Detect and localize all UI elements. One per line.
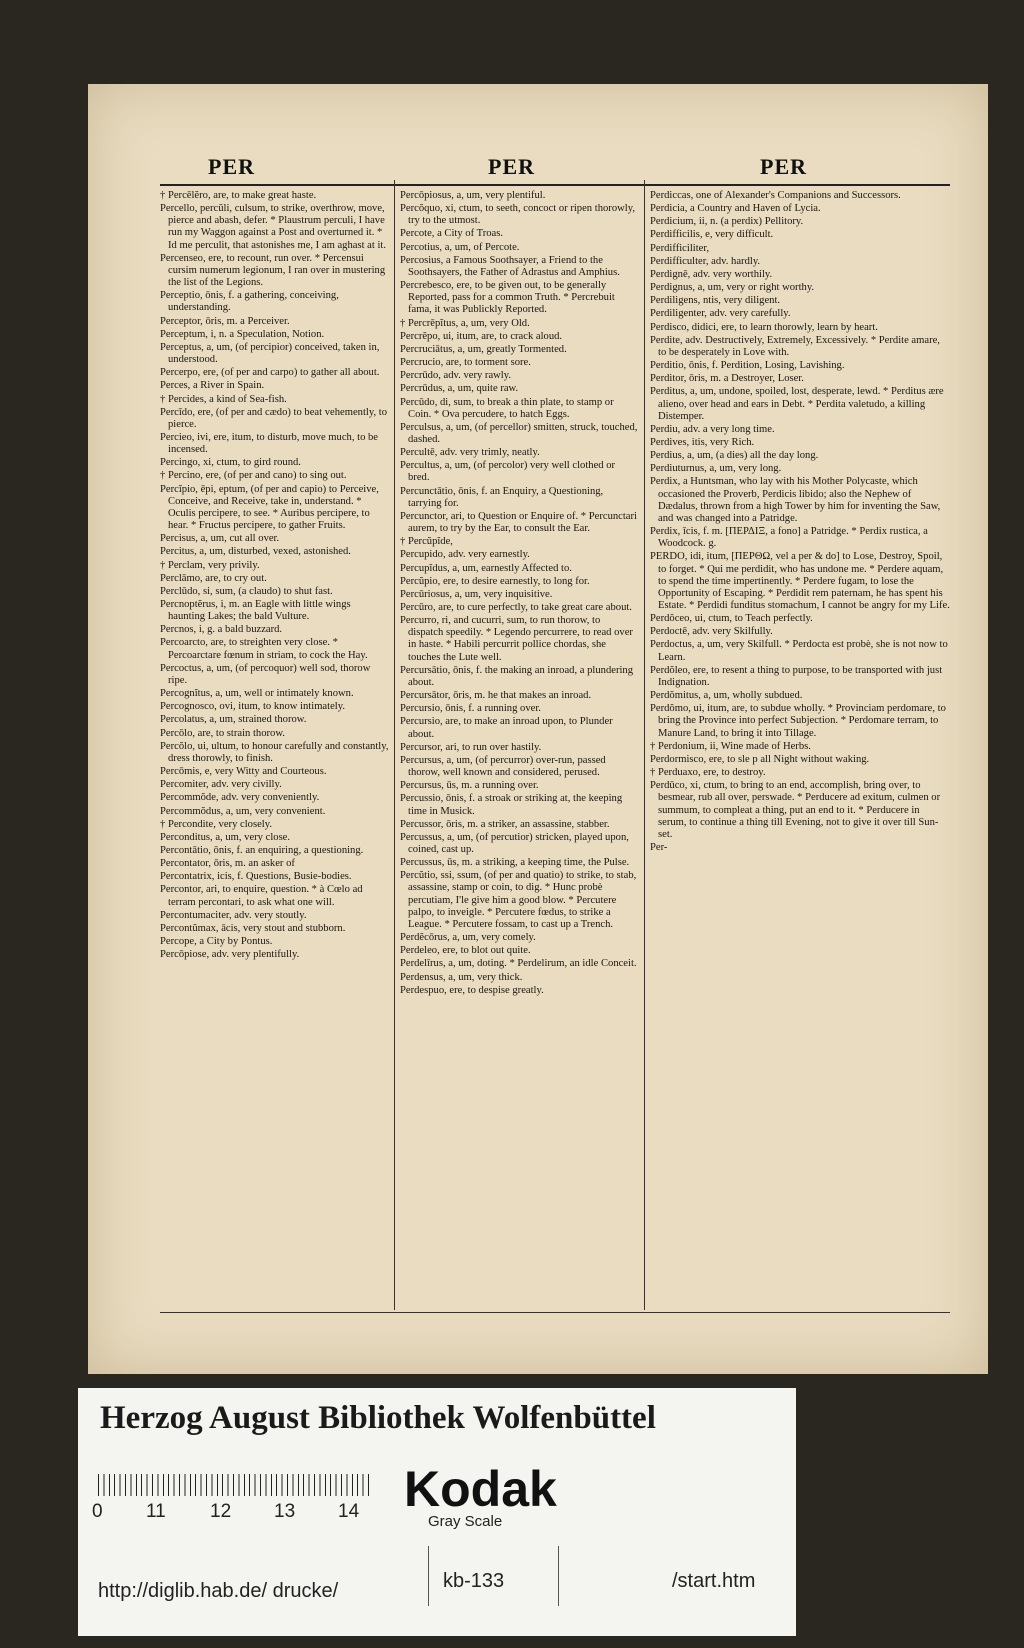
- footer-rule: [160, 1312, 950, 1313]
- dictionary-entry: Percōlo, are, to strain thorow.: [160, 727, 285, 739]
- dictionary-entry: Percursio, ōnis, f. a running over.: [400, 703, 541, 715]
- dictionary-entry: Perceptum, i, n. a Speculation, Notion.: [160, 328, 325, 340]
- library-target-card: [78, 1388, 796, 1636]
- dictionary-entry: Perdix, a Huntsman, who lay with his Mother Polycaste, which occasioned the Proverb, Perdicis libido; also the Nephew of Dædalus, thrown from a high Tower by him for inventing the Saw, and was changed into a Patridge.: [650, 476, 941, 524]
- dictionary-entry: Perdives, itis, very Rich.: [650, 436, 755, 448]
- dictionary-entry: Percommŏde, adv. very conveniently.: [160, 792, 320, 804]
- dictionary-entry: † Percino, ere, (of per and cano) to sing out.: [160, 470, 347, 482]
- dictionary-entry: Perclāmo, are, to cry out.: [160, 572, 267, 584]
- dictionary-entry: Percisus, a, um, cut all over.: [160, 533, 280, 545]
- dictionary-entry: Percursus, a, um, (of percurror) over-run, passed thorow, well known and considered, perused.: [400, 754, 606, 779]
- dictionary-entry: Percognĭtus, a, um, well or intimately known.: [160, 688, 354, 700]
- dictionary-entry: Perculsus, a, um, (of percellor) smitten, struck, touched, dashed.: [400, 421, 638, 445]
- dictionary-entry: Perdespuo, ere, to despise greatly.: [400, 984, 544, 996]
- dictionary-entry: Percitus, a, um, disturbed, vexed, astonished.: [160, 546, 351, 558]
- dictionary-entry: Percursio, are, to make an inroad upon, to Plunder about.: [400, 716, 613, 740]
- dictionary-entry: Percultē, adv. very trimly, neatly.: [400, 447, 540, 459]
- dictionary-entry: Percĭpio, ēpi, eptum, (of per and capio) to Perceive, Conceive, and Receive, take in, understand. * Oculis percipere, to see. * Auribus percipere, to hear. * Fructus percipere, to gather Fruits.: [160, 483, 379, 532]
- dictionary-entry: Perdoctus, a, um, very Skilfull. * Perdocta est probè, she is not now to Learn.: [650, 639, 948, 663]
- dictionary-entry: Percŏlo, ui, ultum, to honour carefully and constantly, dress thorowly, to finish.: [160, 740, 389, 764]
- dictionary-column-1: [160, 190, 390, 1310]
- dictionary-entry: Percussus, a, um, (of percutior) stricken, played upon, coined, cast up.: [400, 831, 629, 855]
- start-link: /start.htm: [672, 1570, 756, 1592]
- dictionary-entry: Perdite, adv. Destructively, Extremely, Excessively. * Perdite amare, to be desperately in Love with.: [650, 334, 940, 358]
- ruler-label: 14: [338, 1501, 360, 1522]
- kodak-logo: Kodak: [404, 1461, 557, 1517]
- dictionary-entry: † Perdonium, ii, Wine made of Herbs.: [650, 740, 811, 752]
- dictionary-entry: Percello, percŭli, culsum, to strike, overthrow, move, pierce and abash, defer. * Plaustrum perculi, I have run my Waggon against a Post and overturned it. * Id me perculit, that astonishes me, I am aghast at it.: [160, 203, 386, 251]
- dictionary-entry: Percursus, ūs, m. a running over.: [400, 780, 539, 792]
- dictionary-entry: Percūdo, di, sum, to break a thin plate, to stamp or Coin. * Ova percudere, to hatch Eggs.: [400, 396, 614, 420]
- header-right: PER: [760, 154, 807, 179]
- dictionary-entry: Perditus, a, um, undone, spoiled, lost, desperate, lewd. * Perditus ære alieno, over head and ears in Debt. * Perdita valetudo, a killing Distemper.: [650, 386, 944, 422]
- dictionary-entry: Percomiter, adv. very civilly.: [160, 779, 282, 791]
- dictionary-entry: Perdeleo, ere, to blot out quite.: [400, 945, 531, 957]
- dictionary-entry: Percūro, are, to cure perfectly, to take great care about.: [400, 602, 632, 613]
- dictionary-entry: Perceptor, ōris, m. a Perceiver.: [160, 315, 290, 327]
- dictionary-entry: Percosius, a Famous Soothsayer, a Friend to the Soothsayers, the Father of Adrastus and Amphius.: [400, 254, 620, 278]
- dictionary-entry: Perditor, ōris, m. a Destroyer, Loser.: [650, 373, 804, 385]
- dictionary-entry: Percommŏdus, a, um, very convenient.: [160, 805, 326, 817]
- dictionary-entry: Perdisco, didici, ere, to learn thorowly, learn by heart.: [650, 321, 878, 333]
- header-center: PER: [488, 154, 535, 179]
- dictionary-entry: Percerpo, ere, (of per and carpo) to gather all about.: [160, 367, 380, 379]
- dictionary-entry: Perdelīrus, a, um, doting. * Perdelirum, an idle Conceit.: [400, 958, 637, 970]
- dictionary-entry: Percunctātio, ōnis, f. an Enquiry, a Questioning, tarrying for.: [400, 485, 604, 509]
- dictionary-entry: Percolatus, a, um, strained thorow.: [160, 714, 307, 726]
- dictionary-entry: Percrucio, are, to torment sore.: [400, 357, 531, 369]
- dictionary-entry: Perdiccas, one of Alexander's Companions and Successors.: [650, 190, 901, 201]
- dictionary-entry: Percussor, ōris, m. a striker, an assassine, stabber.: [400, 818, 610, 830]
- dictionary-entry: Percursor, ari, to run over hastily.: [400, 741, 542, 753]
- dictionary-entry: Perdŏmitus, a, um, wholly subdued.: [650, 690, 803, 702]
- dictionary-entry: Percotius, a, um, of Percote.: [400, 241, 520, 253]
- divider: [428, 1546, 429, 1606]
- dictionary-entry: Percupĭdus, a, um, earnestly Affected to.: [400, 562, 572, 574]
- dictionary-entry: Perdicium, ii, n. (a perdix) Pellitory.: [650, 216, 804, 228]
- dictionary-column-2: [400, 190, 638, 1310]
- running-headers: [160, 154, 950, 186]
- dictionary-entry: Percōmis, e, very Witty and Courteous.: [160, 766, 327, 778]
- dictionary-entry: Perces, a River in Spain.: [160, 380, 265, 392]
- dictionary-entry: Perdicia, a Country and Haven of Lycia.: [650, 203, 821, 215]
- dictionary-entry: Perdormisco, ere, to sle p all Night without waking.: [650, 753, 870, 765]
- dictionary-entry: Percunctor, ari, to Question or Enquire of. * Percunctari aurem, to try by the Ear, to consult the Ear.: [400, 510, 637, 535]
- dictionary-entry: PERDO, idi, itum, [ΠΕΡΘΩ, vel a per & do] to Lose, Destroy, Spoil, to forget. * Qui me perdidit, who has undone me. * Perdere aquam, to spend the time impertinently. * Perdere fugam, to lose the Opportunity of Escaping. * Perdidit rem paternam, he has spent his Estate. * Perdidi funditus stomachum, I cannot be angry for my Life.: [650, 551, 950, 611]
- dictionary-entry: Percontumaciter, adv. very stoutly.: [160, 909, 307, 921]
- dictionary-entry: † Perduaxo, ere, to destroy.: [650, 767, 766, 779]
- dictionary-entry: Percenseo, ere, to recount, run over. * Percensui cursim numerum legionum, I ran over in mustering the list of the Legions.: [160, 252, 386, 289]
- dictionary-entry: † Percēlĕro, are, to make great haste.: [160, 190, 317, 201]
- dictionary-entry: Perditio, ōnis, f. Perdition, Losing, Lavishing.: [650, 360, 845, 372]
- dictionary-entry: Perdŏleo, ere, to resent a thing to purpose, to be transported with just Indignation.: [650, 664, 943, 688]
- dictionary-entry: Percōpiose, adv. very plentifully.: [160, 949, 300, 961]
- dictionary-entry: † Percides, a kind of Sea-fish.: [160, 393, 287, 405]
- divider: [558, 1546, 559, 1606]
- dictionary-entry: Percontŭmax, ācis, very stout and stubborn.: [160, 922, 346, 934]
- dictionary-entry: Percontatrix, icis, f. Questions, Busie-bodies.: [160, 871, 352, 883]
- dictionary-entry: Percieo, ivi, ere, itum, to disturb, move much, to be incensed.: [160, 431, 379, 456]
- dictionary-entry: † Percrēpĭtus, a, um, very Old.: [400, 317, 530, 329]
- dictionary-entry: Percontator, ōris, m. an asker of: [160, 858, 295, 870]
- dictionary-entry: Percurro, ri, and cucurri, sum, to run thorow, to dispatch speedily. * Legendo percurrere, to read over in haste. * Habili percurrit pollice chordas, she touches the Lute well.: [400, 615, 633, 663]
- dictionary-entry: † Percŭpĭde,: [400, 536, 453, 548]
- dictionary-entry: Perdifficulter, adv. hardly.: [650, 255, 761, 267]
- header-left: PER: [208, 154, 255, 179]
- dictionary-entry: Per-: [650, 841, 668, 853]
- dictionary-entry: † Perclam, very privily.: [160, 559, 260, 571]
- dictionary-entry: Perdoctē, adv. very Skilfully.: [650, 626, 773, 638]
- dictionary-entry: Perdifficilis, e, very difficult.: [650, 229, 774, 241]
- dictionary-entry: Percote, a City of Troas.: [400, 228, 503, 240]
- dictionary-entry: Perclūdo, si, sum, (a claudo) to shut fast.: [160, 585, 333, 597]
- dictionary-entry: Perdiuturnus, a, um, very long.: [650, 463, 782, 475]
- dictionary-entry: Percognosco, ovi, itum, to know intimately.: [160, 701, 345, 713]
- dictionary-entry: Percultus, a, um, (of percolor) very well clothed or bred.: [400, 460, 616, 484]
- ruler-label: 13: [274, 1501, 296, 1522]
- dictionary-entry: Percussio, ōnis, f. a stroak or striking at, the keeping time in Musick.: [400, 793, 623, 817]
- dictionary-entry: Perdiligenter, adv. very carefully.: [650, 308, 791, 320]
- institution-name: Herzog August Bibliothek Wolfenbüttel: [100, 1400, 656, 1436]
- source-url: http://diglib.hab.de/ drucke/: [98, 1580, 339, 1602]
- dictionary-entry: Percūriosus, a, um, very inquisitive.: [400, 588, 553, 600]
- dictionary-entry: Perdensus, a, um, very thick.: [400, 971, 523, 983]
- gray-scale-label: Gray Scale: [428, 1513, 503, 1530]
- dictionary-entry: Perdiligens, ntis, very diligent.: [650, 295, 781, 307]
- scale-ruler: [98, 1474, 370, 1496]
- dictionary-entry: Percōpiosus, a, um, very plentiful.: [400, 190, 546, 201]
- dictionary-entry: Percnos, i, g. a bald buzzard.: [160, 624, 283, 636]
- dictionary-entry: Percnoptĕrus, i, m. an Eagle with little wings haunting Lakes; the bald Vulture.: [160, 599, 351, 623]
- dictionary-entry: Percoarcto, are, to streighten very close. * Percoarctare fœnum in striam, to cock the Hay.: [160, 637, 368, 661]
- dictionary-entry: Perdius, a, um, (a dies) all the day long.: [650, 450, 819, 462]
- dictionary-entry: Perdignus, a, um, very or right worthy.: [650, 282, 815, 294]
- dictionary-entry: Perdifficiliter,: [650, 242, 710, 254]
- dictionary-entry: Percrūdo, adv. very rawly.: [400, 370, 511, 382]
- ruler-label: 0: [92, 1501, 103, 1522]
- dictionary-entry: Percontor, ari, to enquire, question. * à Cœlo ad terram percontari, to ask what one will.: [160, 884, 363, 908]
- dictionary-entry: Percupido, adv. very earnestly.: [400, 549, 530, 561]
- dictionary-entry: Perdĕcōrus, a, um, very comely.: [400, 932, 536, 944]
- dictionary-entry: Percoctus, a, um, (of percoquor) well sod, thorow ripe.: [160, 662, 371, 686]
- dictionary-entry: Perdŏceo, ui, ctum, to Teach perfectly.: [650, 613, 813, 625]
- shelf-code: kb-133: [443, 1570, 505, 1592]
- dictionary-entry: Percŭpio, ere, to desire earnestly, to long for.: [400, 575, 590, 587]
- dictionary-entry: Percontātio, ōnis, f. an enquiring, a questioning.: [160, 844, 364, 856]
- column-divider: [394, 180, 395, 1310]
- dictionary-entry: Perdix, īcis, f. m. [ΠΕΡΔΙΞ, a fono] a Patridge. * Perdix rustica, a Woodcock. g.: [650, 526, 928, 550]
- dictionary-entry: Percursātio, ōnis, f. the making an inroad, a plundering about.: [400, 664, 634, 688]
- dictionary-entry: Perdūco, xi, ctum, to bring to an end, accomplish, bring over, to besmear, rub all over, perswade. * Perducere ad exitum, culmen or summum, to compleat a thing, put an end to it. * Perducere in serum, to continue a thing till Evening, not to give it over till Sun-set.: [650, 780, 941, 840]
- ruler-label: 12: [210, 1501, 232, 1522]
- dictionary-entry: Percīdo, ere, (of per and cædo) to beat vehemently, to pierce.: [160, 406, 387, 430]
- dictionary-entry: Perconditus, a, um, very close.: [160, 831, 291, 843]
- dictionary-entry: Percruciātus, a, um, greatly Tormented.: [400, 343, 567, 355]
- column-divider: [644, 180, 645, 1310]
- dictionary-entry: Percussus, ūs, m. a striking, a keeping time, the Pulse.: [400, 857, 630, 869]
- dictionary-entry: Perdignē, adv. very worthily.: [650, 268, 773, 280]
- dictionary-entry: Percrĕpo, ui, itum, are, to crack aloud.: [400, 330, 563, 342]
- dictionary-entry: Percope, a City by Pontus.: [160, 936, 273, 948]
- dictionary-entry: † Percondite, very closely.: [160, 818, 272, 830]
- dictionary-entry: Perceptus, a, um, (of percipior) conceived, taken in, understood.: [160, 341, 380, 366]
- dictionary-entry: Percursātor, ōris, m. he that makes an inroad.: [400, 690, 592, 702]
- ruler-label: 11: [146, 1501, 166, 1522]
- dictionary-entry: Perceptio, ōnis, f. a gathering, conceiving, understanding.: [160, 290, 339, 314]
- dictionary-entry: Percŭtio, ssi, ssum, (of per and quatio) to strike, to stab, assassine, stamp or coin, to dig. * Hunc probè percutiam, I'le give him a good blow. * Percutere palpo, to inveigle. * Percutere fœdus, to strike a League. * Percutere fossam, to cast up a Trench.: [400, 870, 637, 930]
- dictionary-entry: Perdŏmo, ui, itum, are, to subdue wholly. * Provinciam perdomare, to bring the Province into perfect Subjection. * Perdomare terram, to Manure Land, to bring it into Tillage.: [650, 703, 946, 739]
- dictionary-entry: Percŏquo, xi, ctum, to seeth, concoct or ripen thorowly, try to the utmost.: [400, 203, 635, 227]
- dictionary-column-3: [650, 190, 950, 1310]
- dictionary-entry: Percingo, xi, ctum, to gird round.: [160, 457, 301, 469]
- dictionary-entry: Percrūdus, a, um, quite raw.: [400, 383, 519, 395]
- dictionary-entry: Perdiu, adv. a very long time.: [650, 423, 775, 435]
- dictionary-entry: Percrebesco, ere, to be given out, to be generally Reported, pass for a common Truth. * Percrebuit fama, it was Publickly Reported.: [400, 280, 615, 316]
